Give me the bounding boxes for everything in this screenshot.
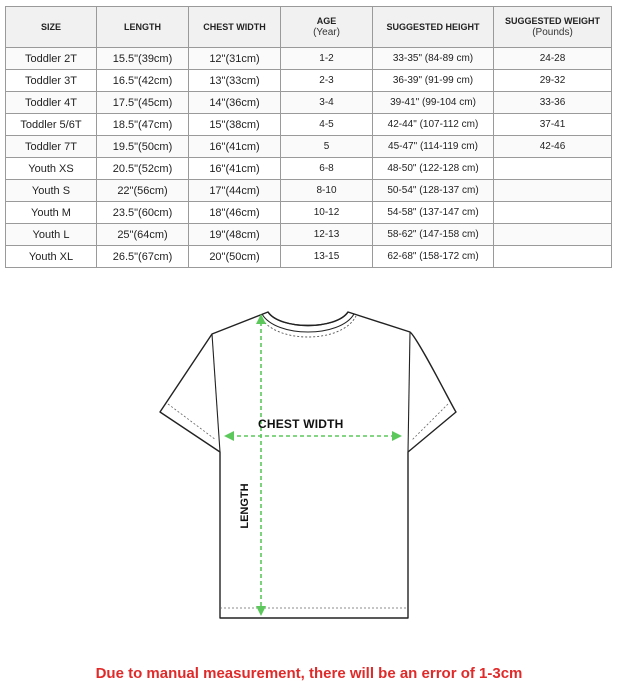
header-chest-width: CHEST WIDTH [189, 7, 281, 48]
header-age-label: AGE [316, 16, 337, 26]
table-row [6, 246, 612, 268]
table-row [6, 202, 612, 224]
table-row [6, 180, 612, 202]
header-height: SUGGESTED HEIGHT [373, 7, 494, 48]
cell-age: 8-10 [281, 180, 373, 202]
cell-size: Youth M [6, 202, 97, 224]
cell-chest-width: 13"(33cm) [189, 70, 281, 92]
cell-length: 19.5"(50cm) [97, 136, 189, 158]
tshirt-diagram [150, 300, 466, 630]
cell-chest-width: 14"(36cm) [189, 92, 281, 114]
cell-age: 1-2 [281, 48, 373, 70]
header-age [281, 7, 373, 48]
cell-weight: 33-36 [494, 92, 612, 114]
cell-weight [494, 224, 612, 246]
cell-chest-width: 19"(48cm) [189, 224, 281, 246]
tshirt-outline-icon [150, 300, 466, 630]
header-weight-label: SUGGESTED WEIGHT [504, 16, 600, 26]
cell-size: Toddler 3T [6, 70, 97, 92]
cell-length: 17.5"(45cm) [97, 92, 189, 114]
cell-chest-width: 18"(46cm) [189, 202, 281, 224]
cell-chest-width: 12"(31cm) [189, 48, 281, 70]
cell-size: Youth L [6, 224, 97, 246]
cell-size: Toddler 4T [6, 92, 97, 114]
cell-size: Toddler 5/6T [6, 114, 97, 136]
cell-height: 42-44" (107-112 cm) [373, 114, 494, 136]
cell-age: 12-13 [281, 224, 373, 246]
header-age-unit: (Year) [313, 27, 340, 38]
cell-chest-width: 16"(41cm) [189, 136, 281, 158]
cell-size: Youth XL [6, 246, 97, 268]
size-chart-table [5, 6, 612, 268]
cell-age: 2-3 [281, 70, 373, 92]
cell-age: 5 [281, 136, 373, 158]
cell-age: 6-8 [281, 158, 373, 180]
cell-age: 4-5 [281, 114, 373, 136]
table-row [6, 70, 612, 92]
cell-length: 15.5"(39cm) [97, 48, 189, 70]
cell-length: 18.5"(47cm) [97, 114, 189, 136]
cell-age: 10-12 [281, 202, 373, 224]
table-header-row [6, 7, 612, 48]
cell-weight: 24-28 [494, 48, 612, 70]
table-row [6, 92, 612, 114]
cell-length: 20.5"(52cm) [97, 158, 189, 180]
cell-height: 58-62" (147-158 cm) [373, 224, 494, 246]
cell-size: Toddler 7T [6, 136, 97, 158]
measurement-error-note: Due to manual measurement, there will be an error of 1-3cm [95, 665, 523, 682]
cell-size: Youth XS [6, 158, 97, 180]
cell-height: 45-47" (114-119 cm) [373, 136, 494, 158]
cell-height: 33-35" (84-89 cm) [373, 48, 494, 70]
header-size: SIZE [6, 7, 97, 48]
cell-height: 39-41" (99-104 cm) [373, 92, 494, 114]
cell-age: 3-4 [281, 92, 373, 114]
cell-height: 48-50" (122-128 cm) [373, 158, 494, 180]
header-length: LENGTH [97, 7, 189, 48]
cell-chest-width: 16"(41cm) [189, 158, 281, 180]
cell-age: 13-15 [281, 246, 373, 268]
cell-height: 36-39" (91-99 cm) [373, 70, 494, 92]
cell-length: 25"(64cm) [97, 224, 189, 246]
cell-chest-width: 17"(44cm) [189, 180, 281, 202]
table-row [6, 136, 612, 158]
cell-length: 22"(56cm) [97, 180, 189, 202]
header-weight-unit: (Pounds) [532, 27, 573, 38]
table-row [6, 224, 612, 246]
cell-height: 50-54" (128-137 cm) [373, 180, 494, 202]
table-row [6, 158, 612, 180]
cell-weight [494, 202, 612, 224]
table-row [6, 48, 612, 70]
cell-length: 16.5"(42cm) [97, 70, 189, 92]
cell-height: 62-68" (158-172 cm) [373, 246, 494, 268]
cell-height: 54-58" (137-147 cm) [373, 202, 494, 224]
cell-weight [494, 246, 612, 268]
cell-weight [494, 180, 612, 202]
cell-length: 23.5"(60cm) [97, 202, 189, 224]
chest-width-label: CHEST WIDTH [258, 417, 344, 431]
header-weight [494, 7, 612, 48]
cell-length: 26.5"(67cm) [97, 246, 189, 268]
cell-chest-width: 15"(38cm) [189, 114, 281, 136]
length-label: LENGTH [239, 483, 251, 529]
cell-size: Youth S [6, 180, 97, 202]
cell-weight [494, 158, 612, 180]
table-body [6, 48, 612, 268]
table-row [6, 114, 612, 136]
cell-weight: 37-41 [494, 114, 612, 136]
cell-size: Toddler 2T [6, 48, 97, 70]
cell-weight: 42-46 [494, 136, 612, 158]
cell-chest-width: 20"(50cm) [189, 246, 281, 268]
cell-weight: 29-32 [494, 70, 612, 92]
